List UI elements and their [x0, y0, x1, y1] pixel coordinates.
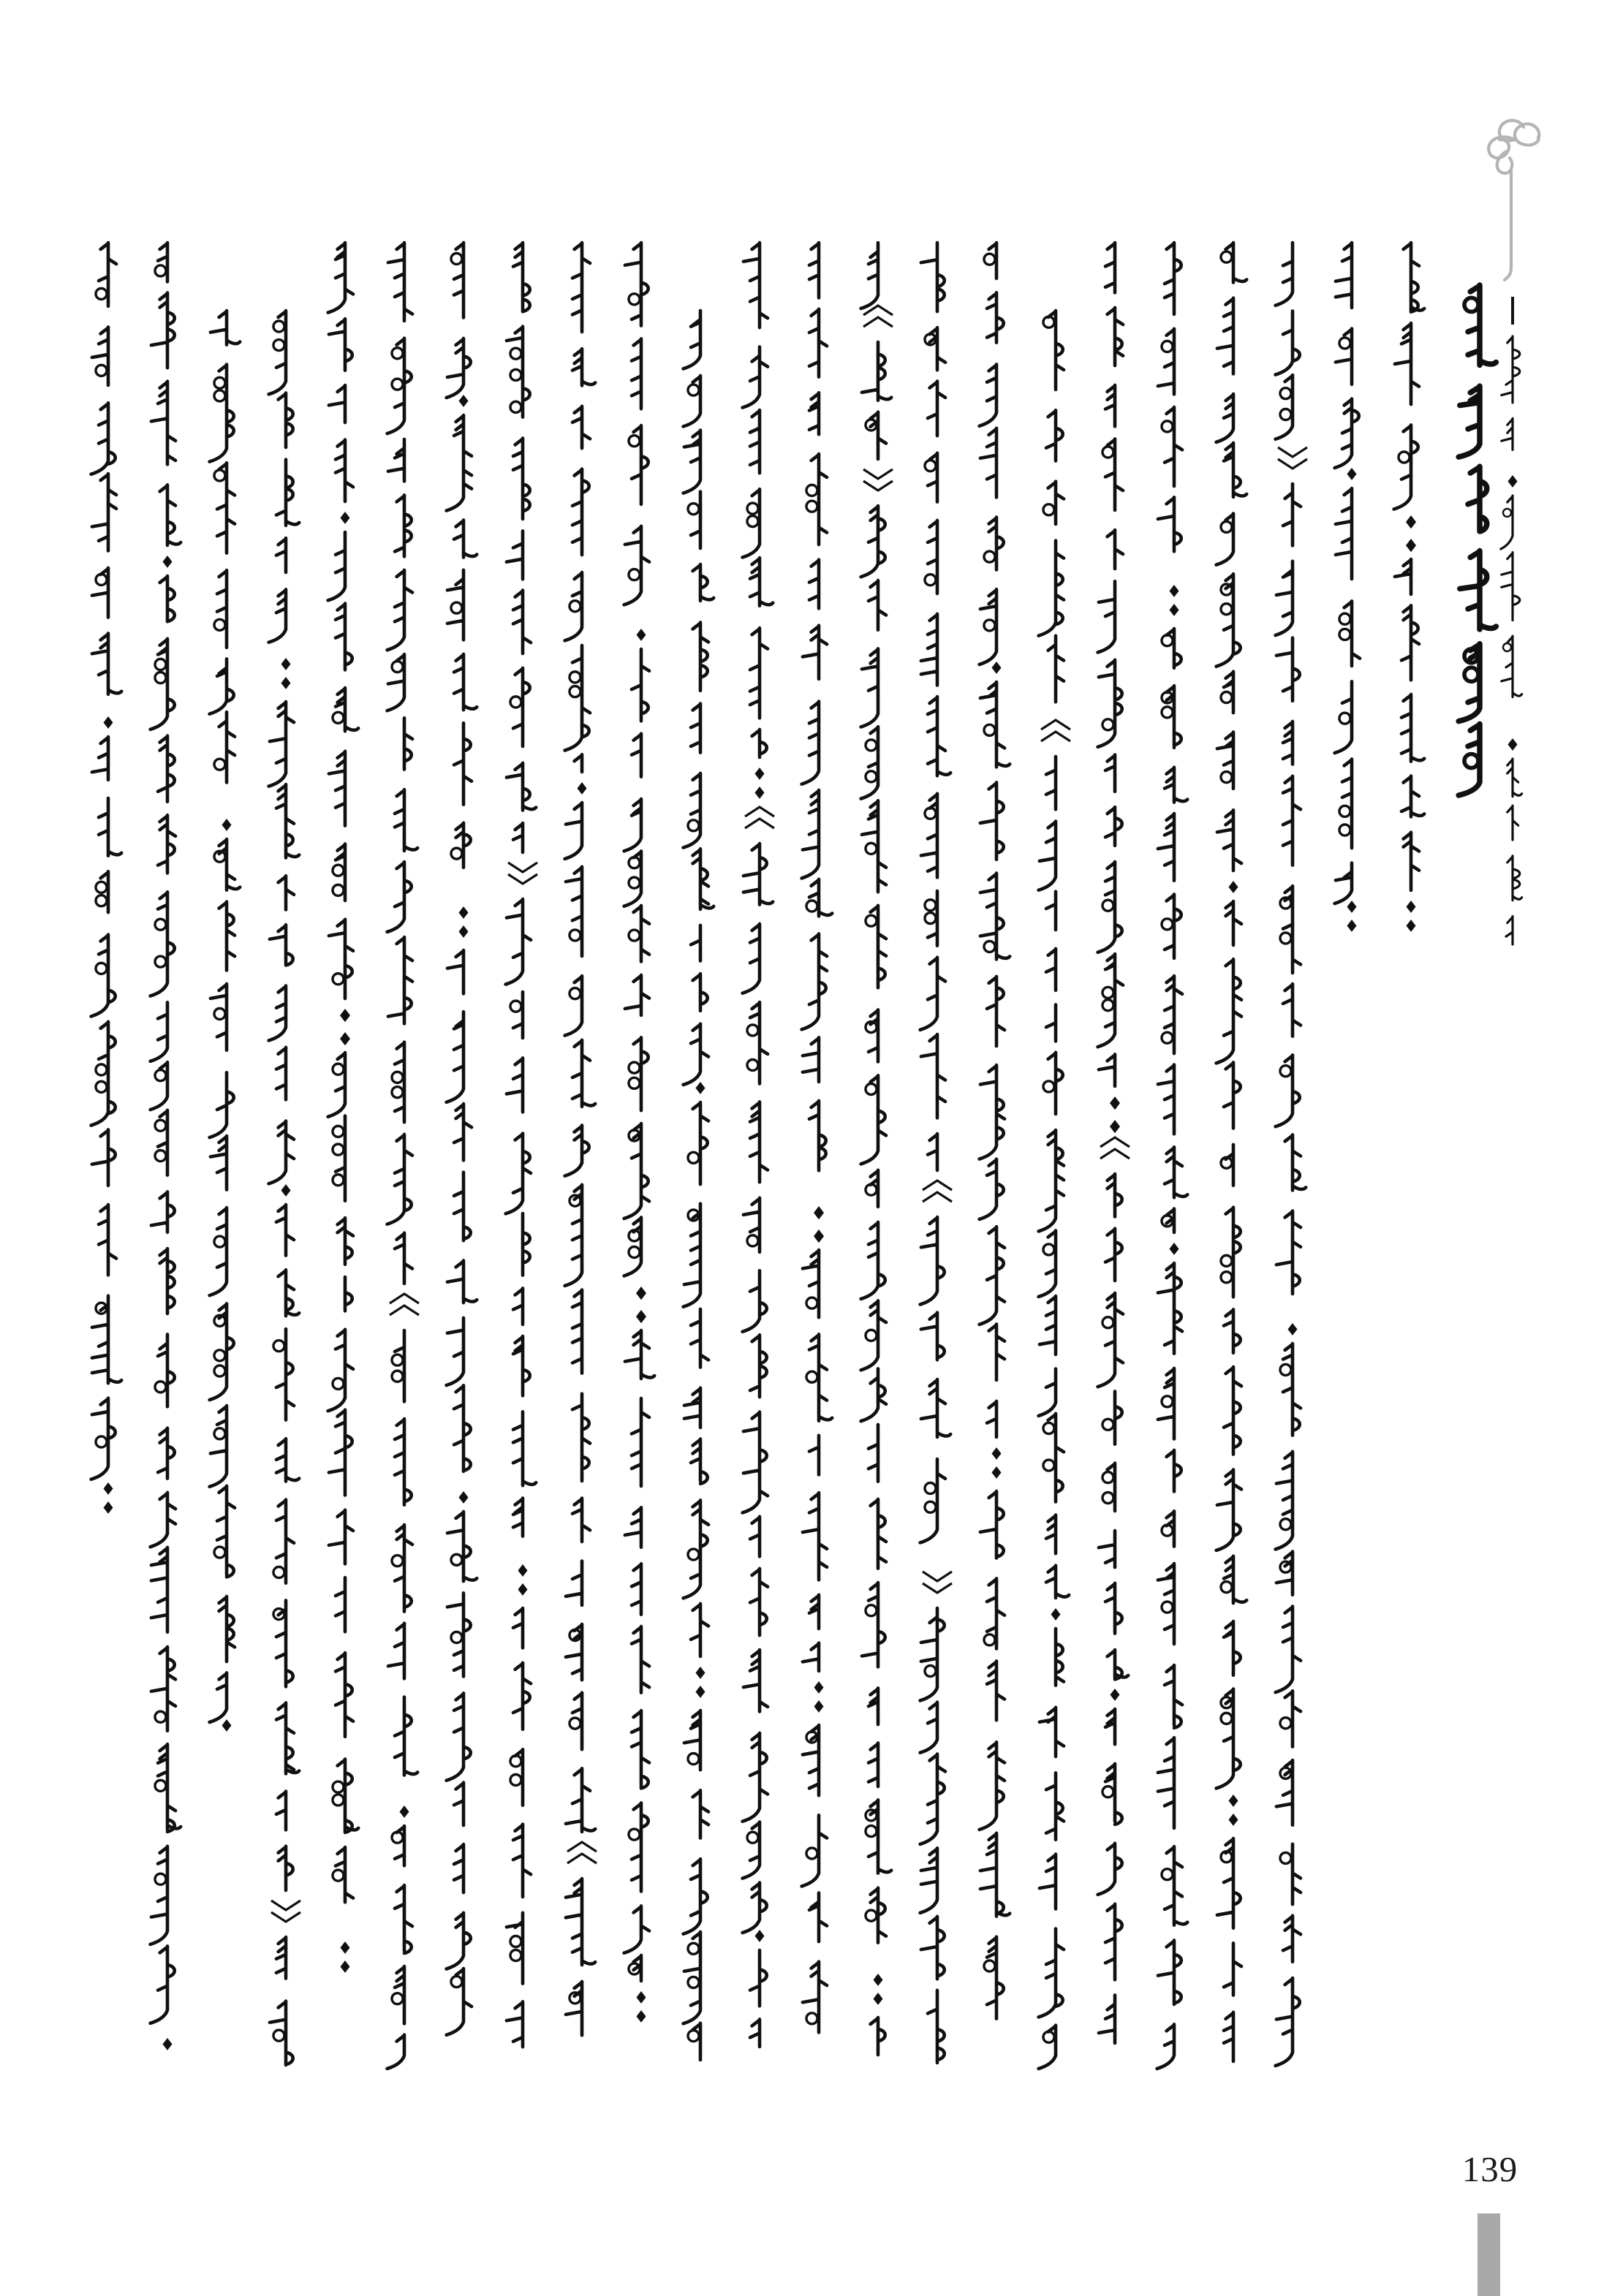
chapter-subtitle-column — [1501, 297, 1522, 944]
text-column — [328, 243, 359, 1973]
page-edge-tab — [1478, 2213, 1500, 2296]
text-column — [1394, 243, 1425, 932]
text-column — [861, 243, 893, 2055]
text-column — [447, 243, 477, 2035]
text-column — [802, 243, 833, 2033]
text-column — [920, 243, 952, 2063]
chapter-title-column — [1459, 285, 1496, 795]
text-column — [1039, 311, 1070, 2069]
text-column — [980, 243, 1010, 2019]
text-column — [1276, 243, 1307, 2066]
text-column — [684, 311, 714, 2060]
page-number: 139 — [1461, 2149, 1518, 2189]
text-column — [1098, 243, 1130, 2043]
text-column — [210, 311, 241, 1732]
text-column — [565, 243, 597, 2035]
text-column — [506, 243, 537, 2047]
text-column — [1217, 243, 1247, 2061]
text-column — [743, 243, 774, 2047]
text-column — [624, 243, 655, 2023]
header-rule — [1505, 171, 1511, 280]
text-column — [269, 311, 300, 2065]
text-column — [1335, 243, 1360, 932]
text-column — [91, 243, 122, 1514]
text-column — [1157, 243, 1188, 2069]
header-flourish-icon — [1488, 121, 1539, 280]
text-column — [387, 243, 419, 2069]
text-column — [151, 243, 181, 2050]
